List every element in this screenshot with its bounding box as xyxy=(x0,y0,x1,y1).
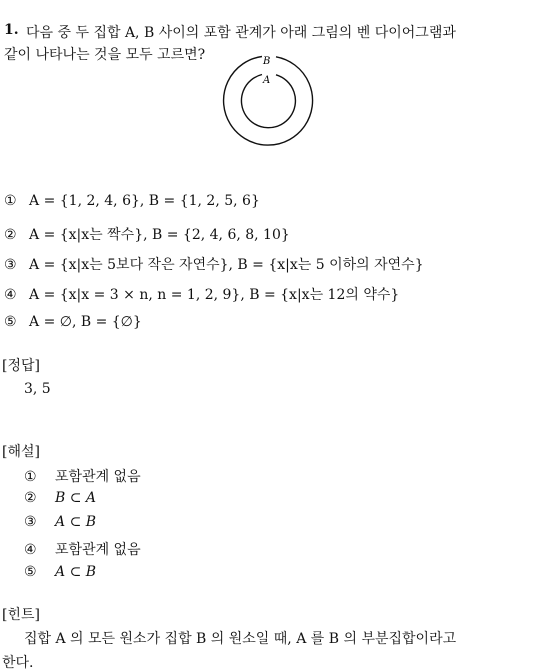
answer-value: 3, 5 xyxy=(24,381,51,397)
explanation-marker: ③ xyxy=(24,514,37,530)
option-text: A = {x|x는 5보다 작은 자연수}, B = {x|x는 5 이하의 자연수} xyxy=(29,257,424,273)
option-5 xyxy=(4,314,142,330)
hint-heading: [힌트] xyxy=(2,607,40,623)
explanation-text: A ⊂ B xyxy=(55,514,97,530)
venn-diagram xyxy=(222,55,314,147)
explanation-item-5 xyxy=(24,564,96,580)
question-line-1: 다음 중 두 집합 A, B 사이의 포함 관계가 아래 그림의 벤 다이어그램과 xyxy=(26,25,456,41)
option-marker: ③ xyxy=(4,257,17,273)
explanation-item-3 xyxy=(24,514,96,530)
explanation-item-1 xyxy=(24,466,141,486)
explanation-heading: [해설] xyxy=(2,444,40,460)
option-2 xyxy=(4,224,290,244)
question-number xyxy=(4,22,19,38)
option-marker: ⑤ xyxy=(4,314,17,330)
option-text: A = {x|x = 3 × n, n = 1, 2, 9}, B = {x|x는 12의 약수} xyxy=(29,287,400,303)
hint-line-2: 한다. xyxy=(2,655,34,671)
option-marker: ① xyxy=(4,193,17,209)
explanation-marker: ① xyxy=(24,469,37,485)
option-text: A = ∅, B = {∅} xyxy=(29,314,142,330)
explanation-marker: ② xyxy=(24,490,37,506)
option-3 xyxy=(4,254,424,274)
option-marker: ② xyxy=(4,227,17,243)
option-marker: ④ xyxy=(4,287,17,303)
explanation-text: 포함관계 없음 xyxy=(55,469,141,485)
explanation-item-2 xyxy=(24,490,96,506)
explanation-marker: ④ xyxy=(24,542,37,558)
hint-line-1: 집합 A 의 모든 원소가 집합 B 의 원소일 때, A 를 B 의 부분집합이라고 xyxy=(24,631,457,647)
explanation-item-4 xyxy=(24,539,141,559)
venn-label-a: A xyxy=(263,75,271,86)
explanation-marker: ⑤ xyxy=(24,564,37,580)
option-text: A = {1, 2, 4, 6}, B = {1, 2, 5, 6} xyxy=(29,193,260,209)
option-4 xyxy=(4,284,399,304)
venn-label-b: B xyxy=(263,56,271,67)
explanation-text: B ⊂ A xyxy=(55,490,97,506)
question-line-2: 같이 나타나는 것을 모두 고르면? xyxy=(4,47,206,63)
outer-circle-b xyxy=(224,57,313,146)
explanation-text: 포함관계 없음 xyxy=(55,542,141,558)
option-1 xyxy=(4,193,260,209)
explanation-text: A ⊂ B xyxy=(55,564,97,580)
answer-heading: [정답] xyxy=(2,358,40,374)
question-number-label: 1. xyxy=(4,22,19,38)
option-text: A = {x|x는 짝수}, B = {2, 4, 6, 8, 10} xyxy=(29,227,290,243)
